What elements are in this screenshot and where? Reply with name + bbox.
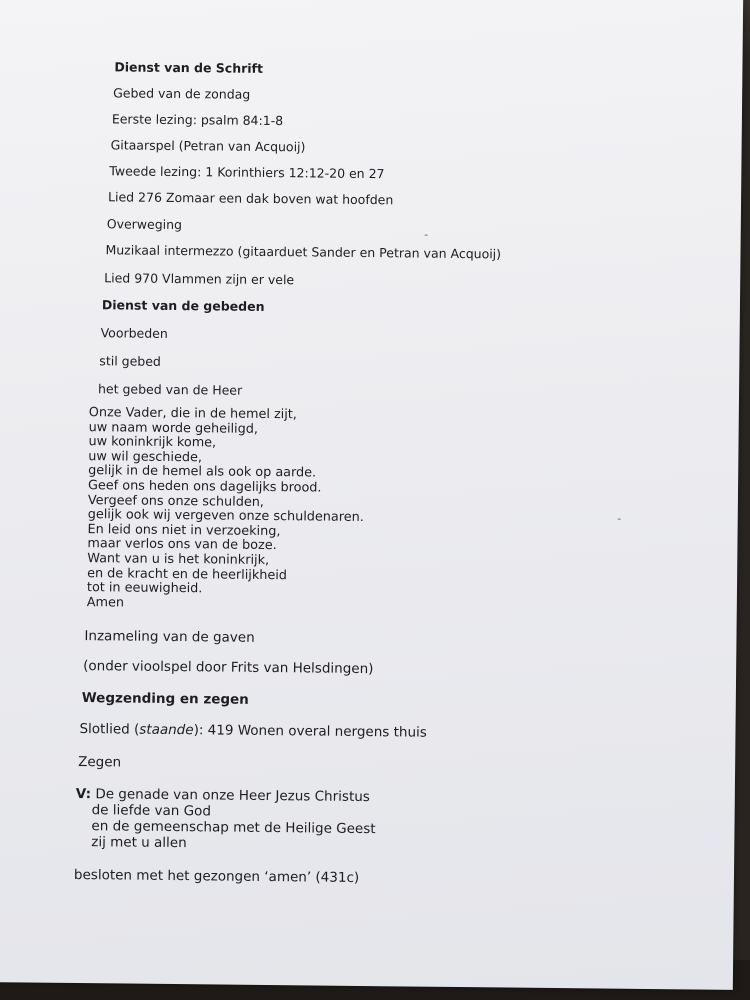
list-item: Overweging <box>106 216 183 233</box>
prayer-line: gelijk ook wij vergeven onze schuldenaren. <box>87 507 364 526</box>
lords-prayer <box>87 406 365 613</box>
prayer-line: maar verlos ons van de boze. <box>87 536 277 554</box>
list-item: stil gebed <box>99 353 161 369</box>
collection-line: Inzameling van de gaven <box>84 628 255 646</box>
prayer-line: Vergeef ons onze schulden, <box>87 492 265 510</box>
prayer-line: Amen <box>86 594 125 611</box>
blessing-line: zij met u allen <box>91 834 187 852</box>
prayer-line: tot in eeuwigheid. <box>86 580 203 597</box>
list-item: Tweede lezing: 1 Korinthiers 12:12-20 en 27 <box>109 163 385 182</box>
paper-speck <box>425 235 428 236</box>
closing-prefix: Slotlied ( <box>79 721 140 738</box>
prayer-line: en de kracht en de heerlijkheid <box>87 565 288 583</box>
prayer-line: Geef ons heden ons dagelijks brood. <box>87 478 322 496</box>
blessing-line: De genade van onze Heer Jezus Christus <box>95 786 370 806</box>
blessing-line: en de gemeenschap met de Heilige Geest <box>91 818 376 838</box>
list-item: Lied 276 Zomaar een dak boven wat hoofden <box>107 189 394 208</box>
ending-line: besloten met het gezongen ‘amen’ (431c) <box>73 866 360 886</box>
list-item: Muzikaal intermezzo (gitaarduet Sander en Petran van Acquoij) <box>105 242 502 262</box>
section-heading-schrift: Dienst van de Schrift <box>114 59 264 76</box>
prayer-line: Onze Vader, die in de hemel zijt, <box>88 405 297 423</box>
list-item: Voorbeden <box>100 325 168 341</box>
prayer-line: Want van u is het koninkrijk, <box>87 551 270 568</box>
v-label: V: <box>75 785 92 803</box>
prayer-line: uw koninkrijk kome, <box>88 434 217 451</box>
prayer-line: gelijk in de hemel als ook op aarde. <box>88 463 317 481</box>
list-item: Gebed van de zondag <box>113 85 251 102</box>
collection-note: (onder vioolspel door Frits van Helsdingen) <box>83 658 374 678</box>
section-heading-wegzending: Wegzending en zegen <box>81 690 249 708</box>
blessing-label: Zegen <box>78 754 122 771</box>
prayer-line: uw naam worde geheiligd, <box>88 419 259 437</box>
blessing-line: de liefde van God <box>91 802 212 820</box>
blessing-text <box>75 786 376 853</box>
closing-song <box>79 722 426 741</box>
list-item: Lied 970 Vlammen zijn er vele <box>104 270 295 288</box>
list-item: het gebed van de Heer <box>97 381 243 398</box>
closing-suffix: ): 419 Wonen overal nergens thuis <box>193 722 427 741</box>
prayer-line: uw wil geschiede, <box>88 448 203 466</box>
list-item: Gitaarspel (Petran van Acquoij) <box>110 137 306 155</box>
section-heading-gebeden: Dienst van de gebeden <box>101 297 265 314</box>
list-item: Eerste lezing: psalm 84:1-8 <box>111 111 284 129</box>
prayer-line: En leid ons niet in verzoeking, <box>87 521 281 539</box>
paper-speck <box>618 519 621 520</box>
closing-italic: staande <box>139 721 194 739</box>
